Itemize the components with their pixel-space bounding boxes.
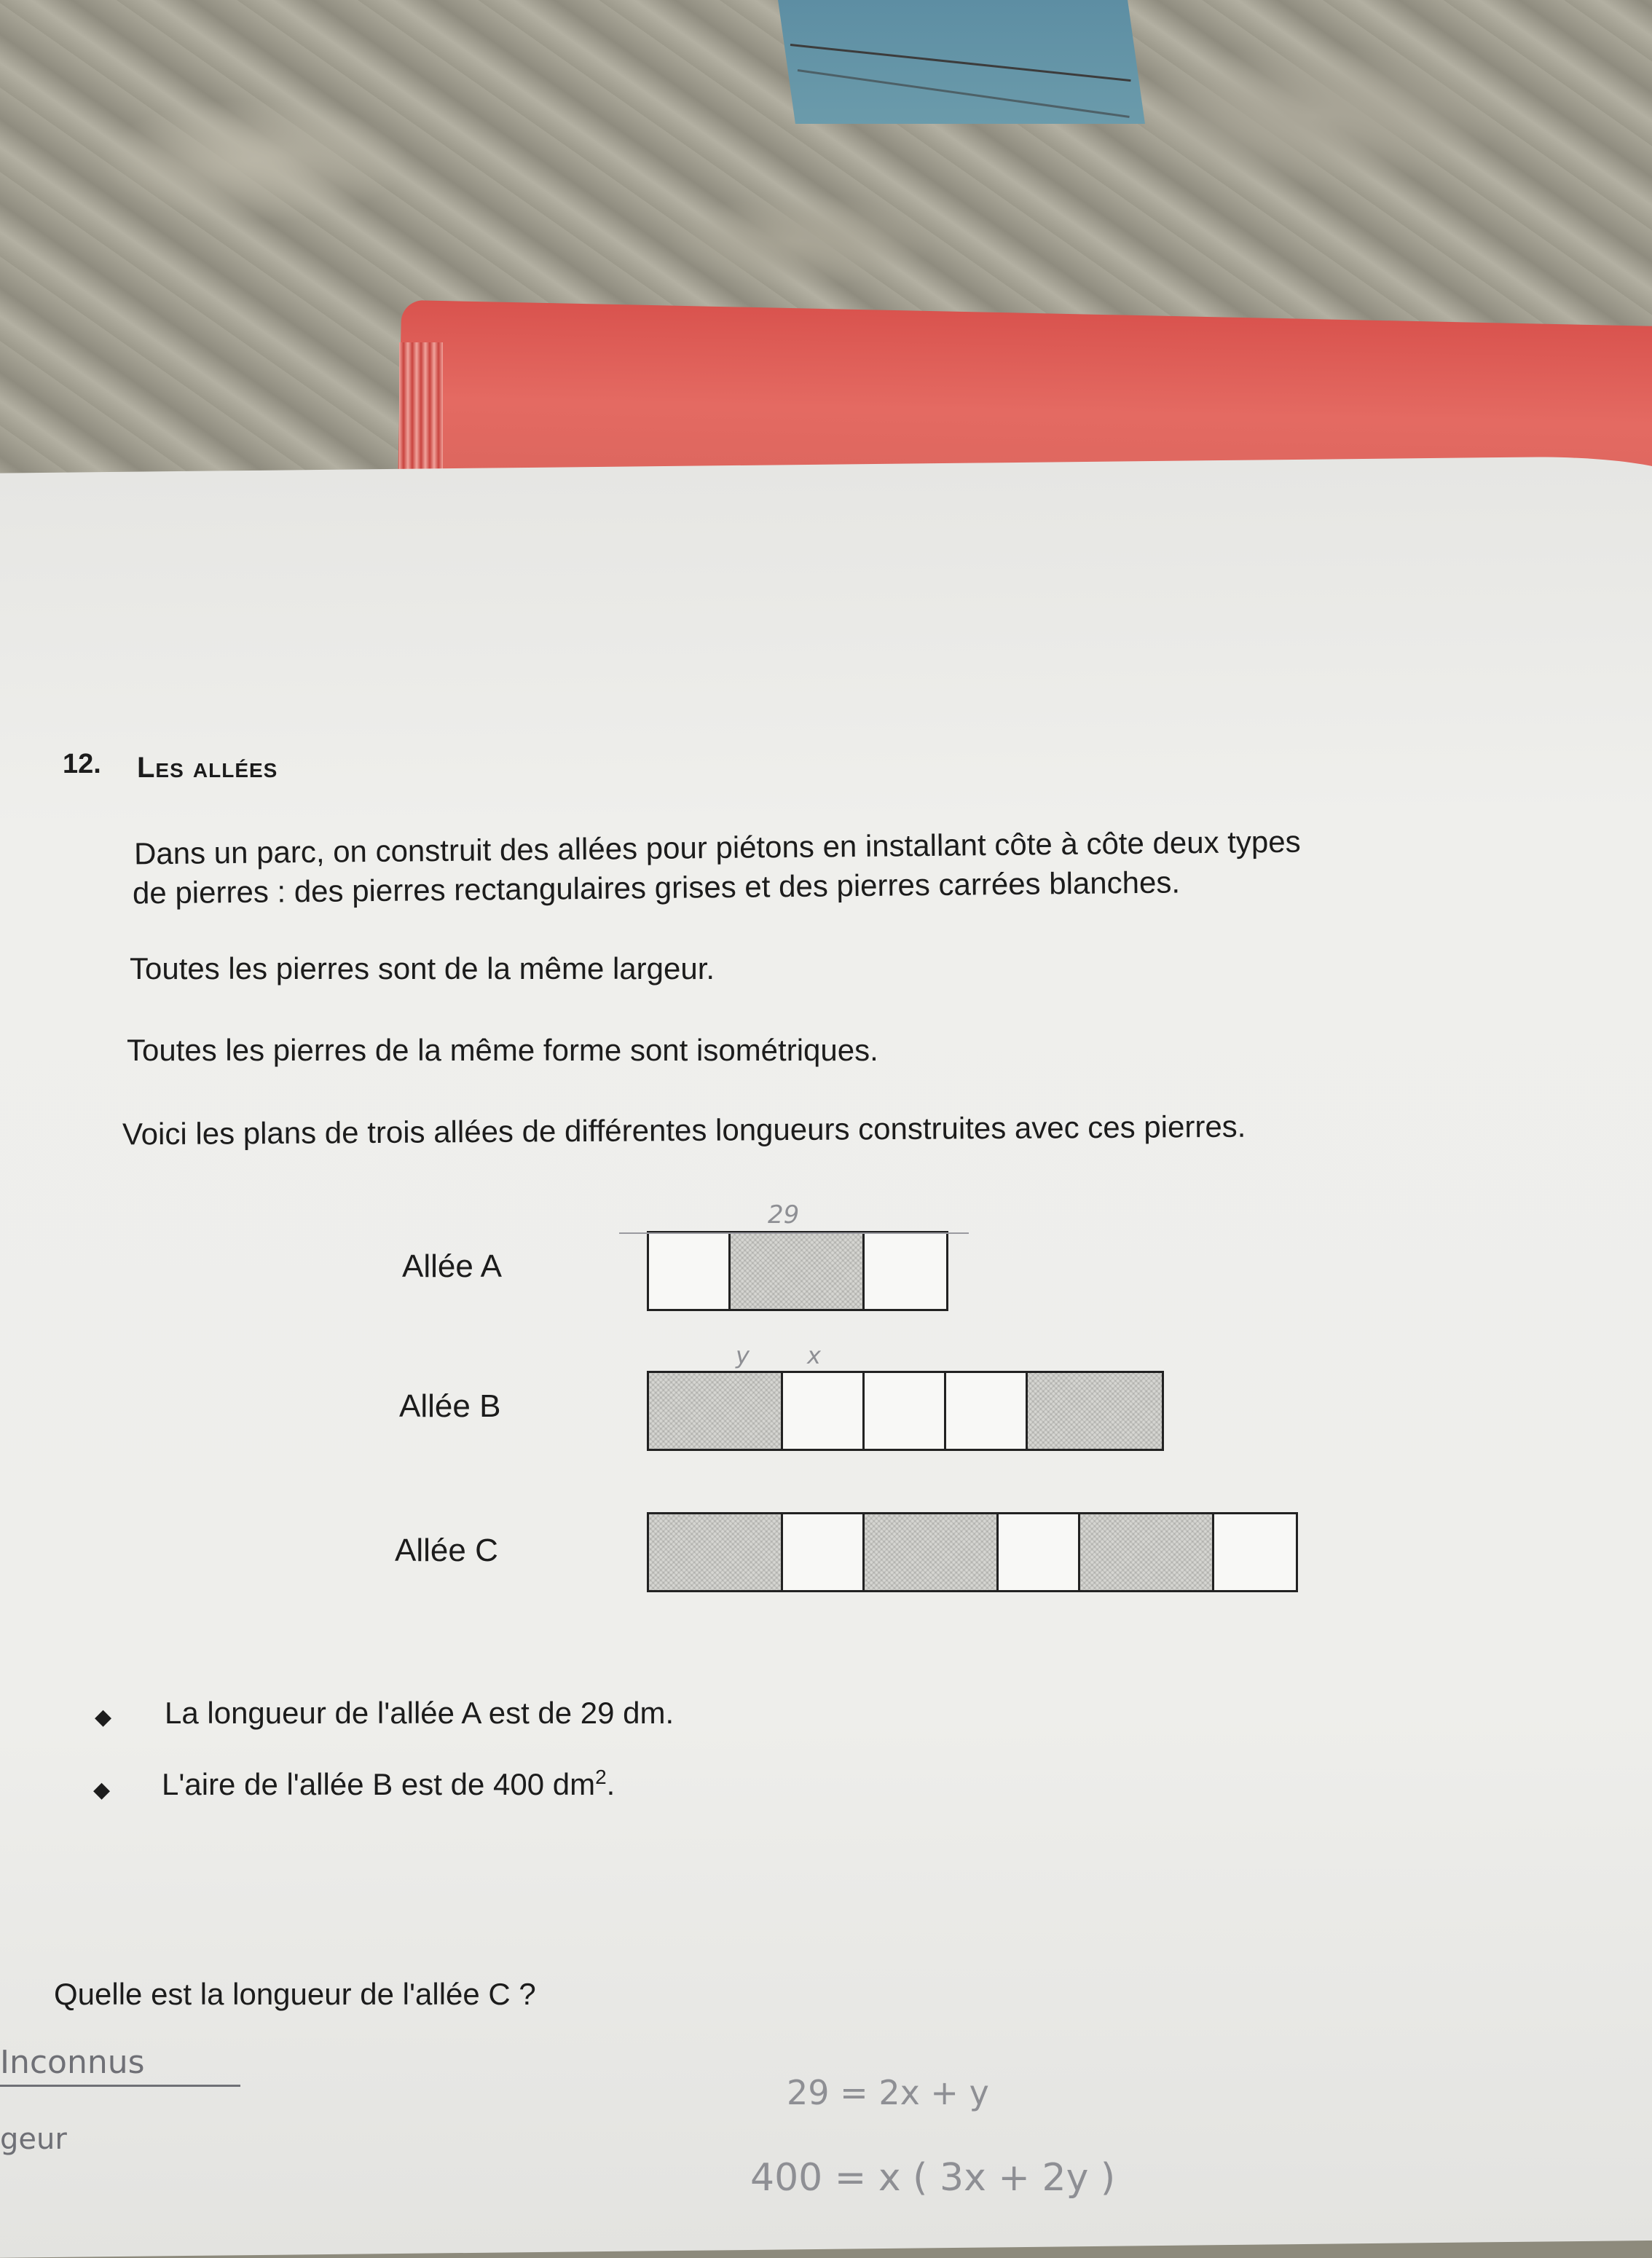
fact-path-b-area-period: . [606,1767,615,1801]
fact-path-b-area-exponent: 2 [595,1766,607,1788]
handwritten-line-above-path-a [619,1232,969,1234]
white-square-stone [946,1373,1028,1449]
path-c-diagram [647,1512,1298,1592]
handwritten-29-above-path-a: 29 [768,1200,800,1230]
white-square-stone [783,1514,865,1590]
bullet-icon: ◆ [93,1778,111,1802]
handwritten-unknowns: Inconnus [0,2044,145,2081]
plans-intro: Voici les plans de trois allées de différentes longueurs construites avec ces pierres. [122,1109,1246,1152]
gray-rectangular-stone [649,1373,783,1449]
handwritten-x-above-path-b: x [807,1342,821,1369]
isometric-statement: Toutes les pierres de la même forme sont isométriques. [127,1033,878,1067]
white-square-stone [865,1373,946,1449]
path-a-label: Allée A [402,1248,502,1284]
handwritten-underline [0,2085,240,2087]
gray-rectangular-stone [865,1514,999,1590]
handwritten-equation-1: 29 = 2x + y [787,2073,989,2112]
gray-rectangular-stone [649,1514,783,1590]
path-b-label: Allée B [399,1388,501,1424]
handwritten-equation-2: 400 = x ( 3x + 2y ) [750,2156,1116,2200]
fact-path-a-length: La longueur de l'allée A est de 29 dm. [165,1696,674,1730]
exercise-title: Les allées [137,752,278,784]
white-square-stone [783,1373,865,1449]
path-a-diagram [647,1231,948,1311]
fact-path-b-area-text: L'aire de l'allée B est de 400 dm [162,1767,596,1801]
path-b-diagram [647,1371,1164,1451]
same-width-statement: Toutes les pierres sont de la même largeur. [130,951,715,986]
gray-rectangular-stone [1080,1514,1214,1590]
handwritten-y-above-path-b: y [736,1342,750,1369]
handwritten-geur: geur [0,2123,67,2156]
fact-path-b-area [162,1766,615,1802]
exercise-number: 12. [63,749,101,779]
intro-paragraph-line1: Dans un parc, on construit des allées pour piétons en installant côte à côte deux types [133,824,1301,871]
white-square-stone [865,1233,946,1309]
question-text: Quelle est la longueur de l'allée C ? [54,1977,536,2011]
white-square-stone [999,1514,1080,1590]
white-square-stone [1214,1514,1296,1590]
path-c-label: Allée C [395,1533,498,1568]
white-square-stone [649,1233,731,1309]
gray-rectangular-stone [1028,1373,1162,1449]
bullet-icon: ◆ [95,1705,112,1729]
gray-rectangular-stone [731,1233,865,1309]
intro-paragraph-line2: de pierres : des pierres rectangulaires grises et des pierres carrées blanches. [132,865,1181,910]
